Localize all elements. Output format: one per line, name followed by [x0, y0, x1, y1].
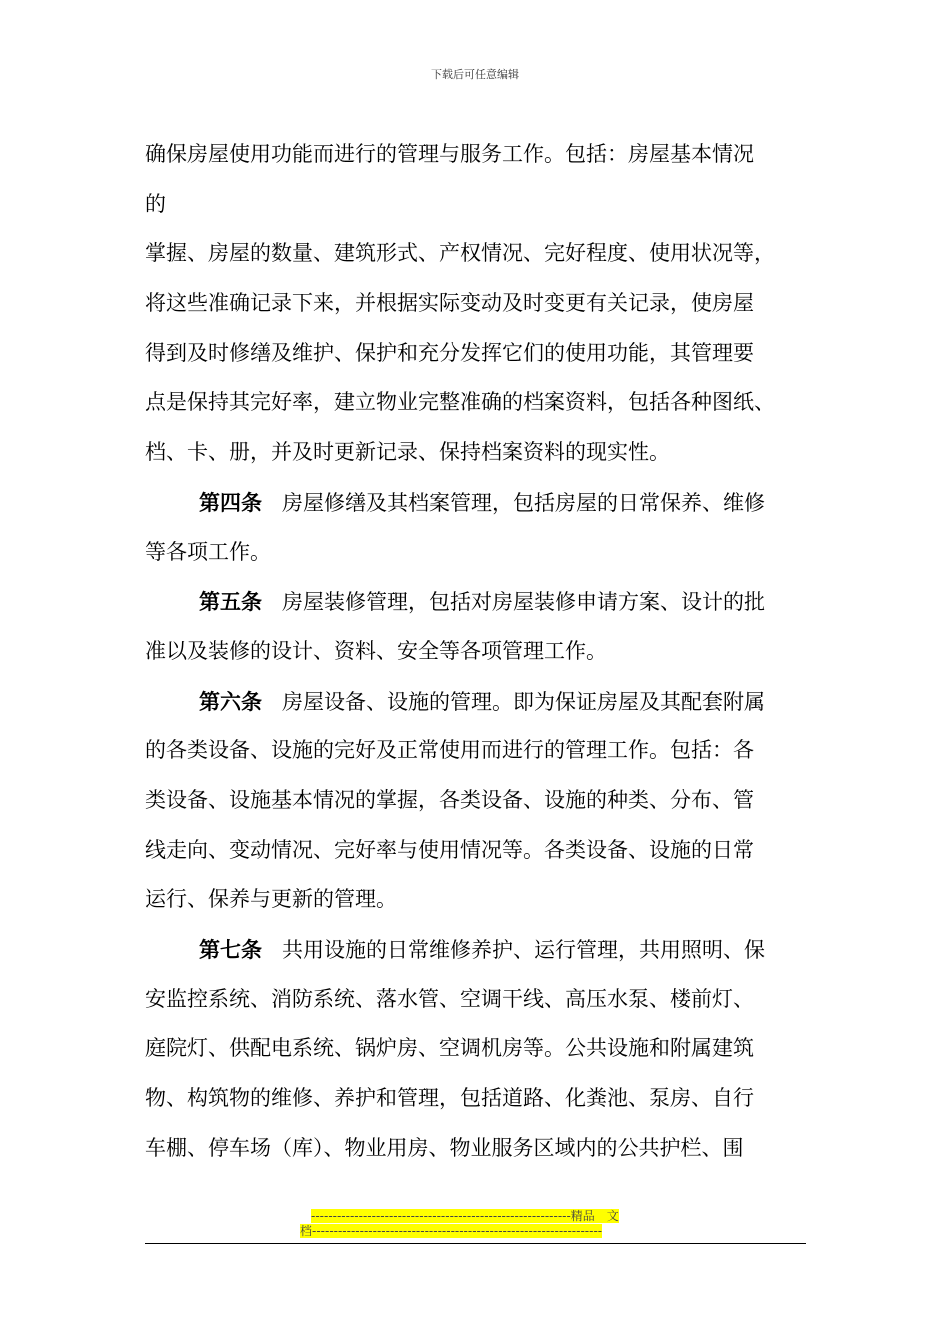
text-line: 档、卡、册，并及时更新记录、保持档案资料的现实性。: [145, 440, 670, 465]
text-line: 得到及时修缮及维护、保护和充分发挥它们的使用功能，其管理要: [145, 340, 754, 365]
text-line: 安监控系统、消防系统、落水管、空调干线、高压水泵、楼前灯、: [145, 986, 754, 1011]
text-line: 共用设施的日常维修养护、运行管理，共用照明、保: [282, 938, 765, 962]
document-body: [145, 130, 825, 1173]
text-line: 线走向、变动情况、完好率与使用情况等。各类设备、设施的日常: [145, 837, 754, 862]
text-line: 掌握、房屋的数量、建筑形式、产权情况、完好程度、使用状况等，: [145, 241, 775, 266]
text-line: 的各类设备、设施的完好及正常使用而进行的管理工作。包括：各: [145, 738, 754, 763]
footer-line: ------------------------------------------------------------精品 文: [311, 1209, 619, 1223]
text-line: 的: [145, 191, 166, 216]
text-line: 确保房屋使用功能而进行的管理与服务工作。包括：房屋基本情况: [145, 142, 754, 166]
footer-line: 档-------------------------------------------------------------------: [300, 1224, 603, 1238]
text-line: 运行、保养与更新的管理。: [145, 887, 397, 912]
footer-divider: [145, 1243, 806, 1244]
article-7: [145, 925, 825, 1173]
article-4: [145, 478, 825, 577]
text-line: 准以及装修的设计、资料、安全等各项管理工作。: [145, 638, 607, 663]
text-line: 等各项工作。: [145, 539, 271, 564]
text-line: 类设备、设施基本情况的掌握，各类设备、设施的种类、分布、管: [145, 787, 754, 812]
text-line: 房屋修缮及其档案管理，包括房屋的日常保养、维修: [282, 490, 765, 515]
text-line: 点是保持其完好率，建立物业完整准确的档案资料，包括各种图纸、: [145, 390, 775, 415]
article-label: 第六条: [199, 688, 262, 714]
article-6: [145, 677, 825, 925]
article-label: 第四条: [199, 489, 262, 515]
footer-watermark: [300, 1209, 642, 1239]
text-line: 房屋装修管理，包括对房屋装修申请方案、设计的批: [282, 590, 765, 615]
article-5: [145, 577, 825, 676]
text-line: 车棚、停车场（库）、物业用房、物业服务区域内的公共护栏、围: [145, 1135, 744, 1160]
article-label: 第七条: [199, 937, 262, 962]
text-line: 将这些准确记录下来，并根据实际变动及时变更有关记录，使房屋: [145, 291, 754, 316]
text-line: 房屋设备、设施的管理。即为保证房屋及其配套附属: [282, 689, 765, 714]
page-header: 下载后可任意编辑: [431, 68, 519, 81]
text-line: 物、构筑物的维修、养护和管理，包括道路、化粪池、泵房、自行: [145, 1086, 754, 1111]
text-line: 庭院灯、供配电系统、锅炉房、空调机房等。公共设施和附属建筑: [145, 1036, 754, 1061]
paragraph-house-info: [145, 130, 825, 478]
article-label: 第五条: [199, 589, 262, 615]
